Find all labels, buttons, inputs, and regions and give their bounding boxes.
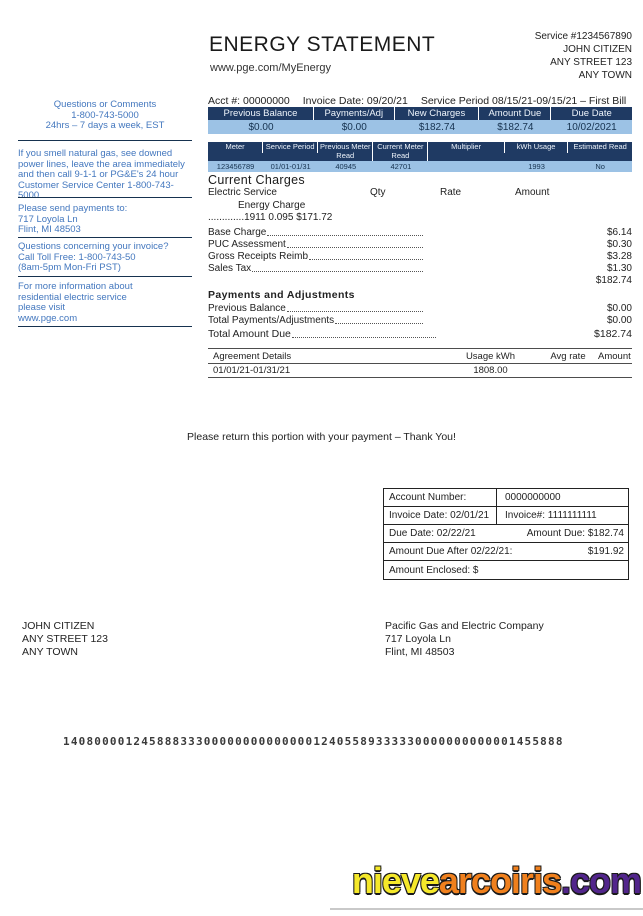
- charges-subtotal: $182.74: [595, 275, 632, 286]
- charge-label: PUC Assessment: [208, 239, 286, 250]
- customer-street: ANY STREET 123: [550, 57, 632, 68]
- charge-amount: $0.30: [606, 239, 632, 250]
- payment-stub-box: [383, 488, 629, 580]
- sidebar-invoice-questions-block: [18, 242, 192, 274]
- customer-name: JOHN CITIZEN: [563, 44, 632, 55]
- dot-leader: [267, 235, 423, 236]
- meter-header: Current Meter Read: [373, 142, 428, 161]
- acct-number: Acct #: 00000000: [208, 95, 290, 107]
- meter-header-row: [208, 142, 632, 161]
- sidebar-emergency-block: If you smell natural gas, see downed power lines, leave the area immediately and then call 9-1-1 or PG&E's 24 hour Customer Service Center 1-800-743-5000: [18, 148, 185, 201]
- customer-address-line: ANY STREET 123: [22, 633, 108, 645]
- company-address-line: 717 Loyola Ln: [385, 633, 451, 645]
- contact-line: Questions or Comments: [53, 99, 157, 110]
- sidebar-more-info-block: [18, 282, 192, 324]
- invoice-question-hours: (8am-5pm Mon-Fri PST): [18, 262, 121, 273]
- current-charges-section: [208, 173, 632, 340]
- stub-amount-after-label: Amount Due After 02/22/21:: [389, 546, 513, 557]
- current-charges-title: Current Charges: [208, 173, 305, 187]
- meter-header: kWh Usage: [505, 142, 569, 153]
- charge-line-item: [208, 262, 632, 274]
- charge-amount: $1.30: [606, 263, 632, 274]
- sidebar-divider: [18, 276, 192, 277]
- charge-line-item: [208, 238, 632, 250]
- payments-adjustments-title: Payments and Adjustments: [208, 289, 355, 301]
- invoice-question-line: Questions concerning your invoice?: [18, 241, 169, 252]
- dot-leader: [335, 323, 423, 324]
- estimated-read-value: No: [595, 162, 605, 171]
- customer-address-line: JOHN CITIZEN: [22, 620, 95, 632]
- multiplier-value: [428, 161, 504, 172]
- meter-service-period: 01/01-01/31: [270, 162, 311, 171]
- mailing-address-company: [385, 620, 544, 659]
- account-info-line: [208, 95, 636, 107]
- charge-amount: $3.28: [606, 251, 632, 262]
- more-info-line: For more information about: [18, 281, 133, 292]
- watermark-part-arcoiris: arcoiris: [438, 860, 561, 901]
- summary-header-row: [208, 107, 632, 120]
- summary-header: Previous Balance: [208, 107, 314, 120]
- meter-value-row: [208, 161, 632, 172]
- summary-header: Amount Due: [479, 107, 551, 120]
- meter-header: Estimated Read: [573, 142, 627, 151]
- watermark-logo: [352, 860, 641, 902]
- charge-label: Gross Receipts Reimb: [208, 251, 309, 262]
- more-info-url: www.pge.com: [18, 312, 78, 324]
- charge-line-item: [208, 250, 632, 262]
- sidebar-divider: [18, 140, 192, 141]
- stub-amount-due: Amount Due: $182.74: [526, 528, 624, 539]
- qty-column-header: Qty: [370, 187, 386, 198]
- agreement-period: 01/01/21-01/31/21: [213, 365, 291, 376]
- sidebar-divider: [18, 237, 192, 238]
- summary-value-row: [208, 120, 632, 134]
- charge-amount: $6.14: [606, 227, 632, 238]
- payment-label: Total Payments/Adjustments: [208, 315, 335, 326]
- stub-amount-after-row: [384, 543, 628, 561]
- meter-table: [208, 142, 632, 172]
- payment-line-item: [208, 302, 632, 314]
- website-url: www.pge.com/MyEnergy: [210, 62, 332, 74]
- dot-leader: [287, 247, 423, 248]
- kwh-usage-value: 1993: [528, 162, 545, 171]
- payments-street: 717 Loyola Ln: [18, 213, 78, 225]
- charge-label: Sales Tax: [208, 263, 252, 274]
- charge-label: Base Charge: [208, 227, 267, 238]
- energy-charge-label: Energy Charge: [238, 200, 306, 211]
- payment-amount: $0.00: [606, 303, 632, 314]
- meter-header: Previous Meter Read: [318, 142, 373, 161]
- dot-leader: [287, 311, 423, 312]
- amount-due-value: $182.74: [497, 122, 534, 133]
- stub-invoice-number: Invoice#: 1111111111: [505, 510, 597, 521]
- stub-due-date: Due Date: 02/22/21: [389, 528, 476, 539]
- customer-address-line: ANY TOWN: [22, 646, 79, 658]
- agreement-details-table: [208, 348, 632, 378]
- sidebar-payments-block: [18, 204, 192, 236]
- stub-invoice-date: Invoice Date: 02/01/21: [384, 507, 497, 524]
- sidebar-divider: [18, 197, 192, 198]
- invoice-date: Invoice Date: 09/20/21: [302, 95, 408, 107]
- summary-header: Payments/Adj: [314, 107, 395, 120]
- payments-adj-value: $0.00: [341, 122, 367, 133]
- stub-account-label: Account Number:: [384, 489, 497, 506]
- account-summary-table: [208, 107, 632, 134]
- payment-label: Previous Balance: [208, 303, 286, 314]
- charge-line-item: [208, 226, 632, 238]
- company-address-line: Pacific Gas and Electric Company: [385, 620, 544, 632]
- service-number: Service #1234567890: [534, 31, 632, 42]
- meter-header: Multiplier: [428, 142, 504, 153]
- watermark-underline: [330, 908, 643, 910]
- company-address-line: Flint, MI 48503: [385, 646, 455, 658]
- electric-service-row: [208, 187, 632, 200]
- agreement-header-row: [208, 348, 632, 363]
- agreement-header: Agreement Details: [213, 350, 292, 362]
- sidebar-divider: [18, 326, 192, 327]
- meter-header: Meter: [208, 142, 263, 153]
- new-charges-value: $182.74: [418, 122, 456, 133]
- current-meter-read: 42701: [390, 162, 412, 171]
- dot-leader: [292, 337, 436, 338]
- total-due-amount: $182.74: [594, 328, 632, 340]
- energy-rate-value: 0.095: [268, 212, 294, 223]
- stub-account-row: [384, 489, 628, 507]
- payment-line-item: [208, 314, 632, 326]
- stub-amount-enclosed-row: [384, 561, 628, 579]
- stub-amount-after-value: $191.92: [587, 546, 624, 557]
- amount-column-header: Amount: [515, 187, 550, 198]
- total-amount-due-row: [208, 326, 632, 340]
- previous-meter-read: 40945: [335, 162, 357, 171]
- summary-header: New Charges: [395, 107, 480, 120]
- contact-hours: 24hrs – 7 days a week, EST: [45, 120, 165, 131]
- dot-leader: [309, 259, 423, 260]
- contact-phone: 1-800-743-5000: [71, 109, 139, 121]
- previous-balance-value: $0.00: [248, 122, 274, 133]
- more-info-line: residential electric service: [18, 291, 127, 303]
- agreement-header: Amount: [598, 350, 631, 362]
- customer-town: ANY TOWN: [578, 70, 632, 81]
- dot-leader: [252, 271, 423, 272]
- service-period: Service Period 08/15/21-09/15/21 – First Bill: [420, 95, 627, 107]
- stub-amount-enclosed-label: Amount Enclosed: $: [389, 564, 479, 576]
- energy-usage-value: .............1911: [208, 212, 266, 223]
- rate-column-header: Rate: [440, 187, 462, 198]
- payment-amount: $0.00: [606, 315, 632, 326]
- meter-header: Service Period: [263, 142, 318, 153]
- payments-line: Please send payments to:: [18, 203, 128, 214]
- micr-scan-line: 1408000012458883330000000000000012405589333330000000000001455888: [63, 735, 564, 748]
- due-date-value: 10/02/2021: [566, 122, 617, 133]
- return-portion-notice: Please return this portion with your payment – Thank You!: [187, 431, 456, 443]
- watermark-part-nieve: nieve: [351, 860, 439, 901]
- more-info-line: please visit: [18, 302, 65, 313]
- agreement-usage: 1808.00: [473, 365, 508, 376]
- sidebar-contact-block: [18, 100, 192, 132]
- watermark-part-com: .com: [560, 860, 641, 901]
- invoice-question-phone: Call Toll Free: 1-800-743-50: [18, 251, 136, 263]
- payments-city: Flint, MI 48503: [18, 224, 81, 235]
- mailing-address-customer: [22, 620, 108, 659]
- service-address-block: [412, 30, 632, 82]
- stub-due-date-row: [384, 525, 628, 543]
- stub-invoice-row: [384, 507, 628, 525]
- summary-header: Due Date: [571, 108, 612, 119]
- energy-amount-value: $171.72: [296, 212, 333, 223]
- meter-number: 123456789: [216, 162, 255, 171]
- energy-charge-values-row: [208, 212, 632, 226]
- stub-account-value: 0000000000: [505, 492, 561, 503]
- electric-service-label: Electric Service: [208, 187, 277, 198]
- page-title: ENERGY STATEMENT: [209, 33, 436, 56]
- agreement-header: Avg rate: [550, 350, 586, 362]
- agreement-header: Usage kWh: [465, 350, 516, 362]
- agreement-value-row: [208, 363, 632, 378]
- total-due-label: Total Amount Due: [208, 328, 291, 340]
